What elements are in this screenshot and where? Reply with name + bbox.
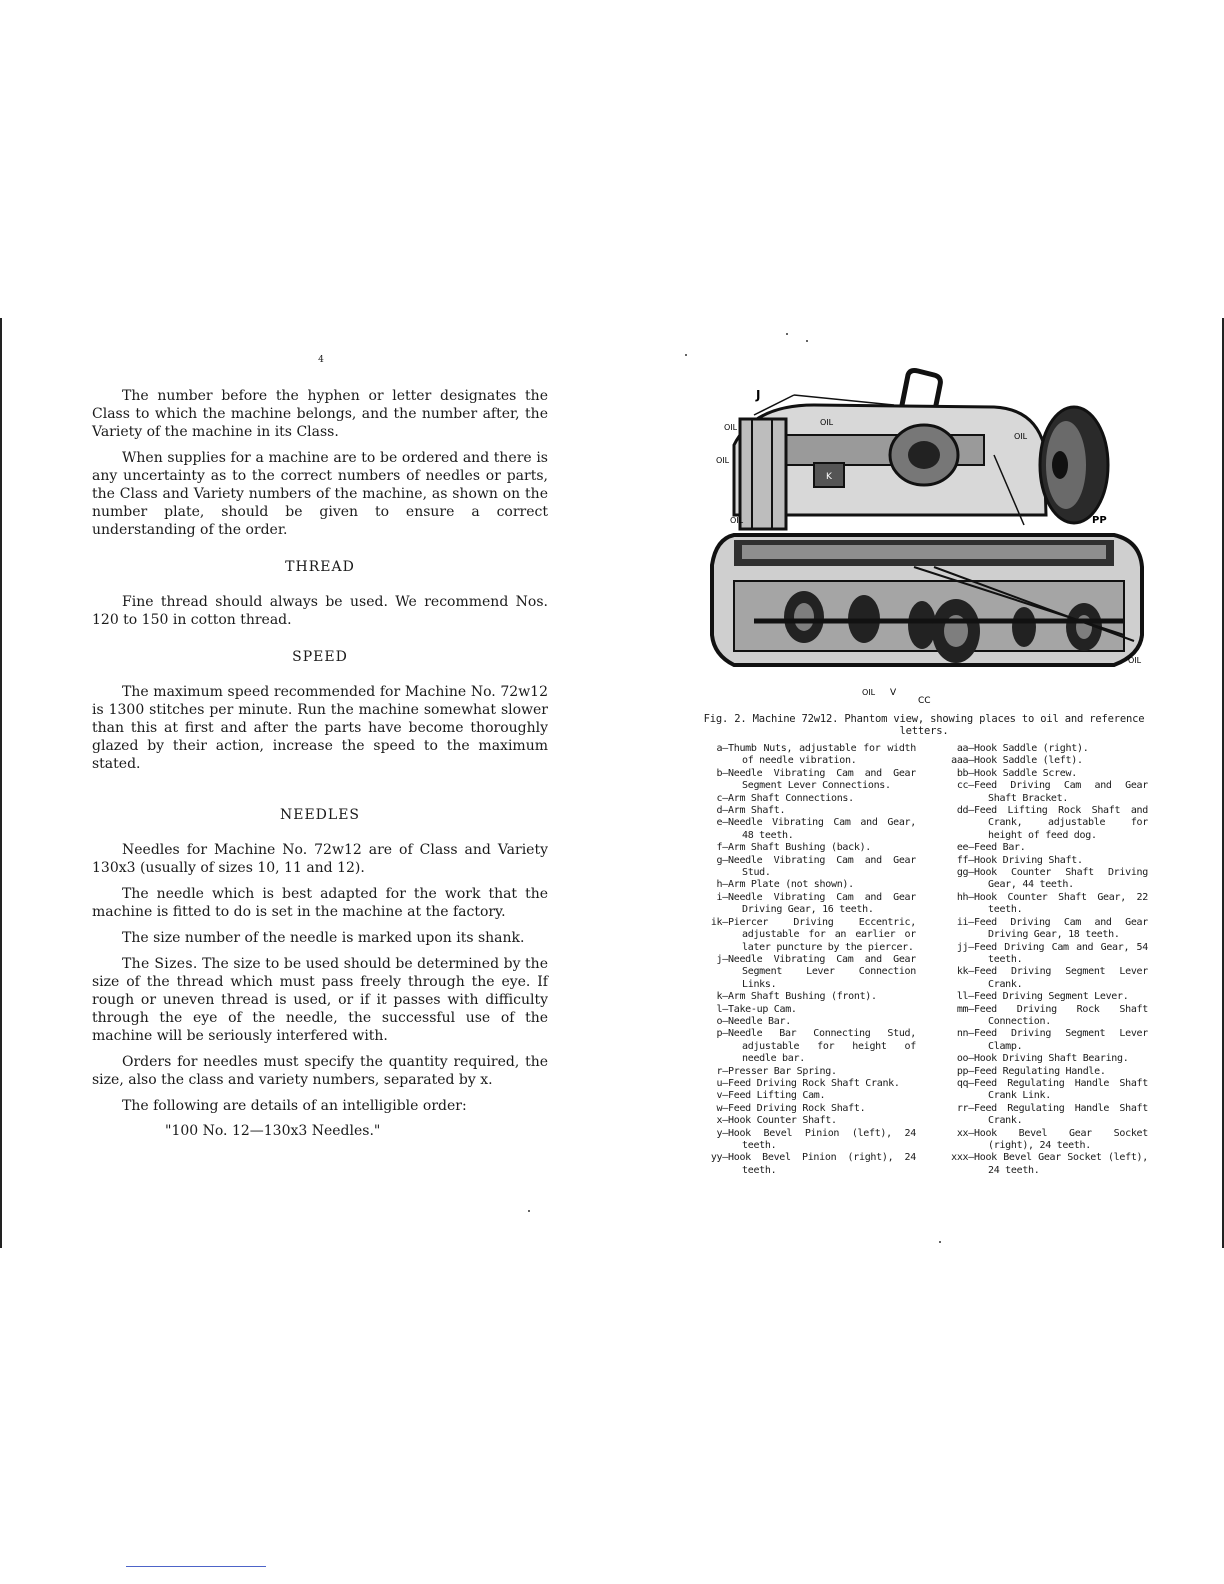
legend-code: i—: [716, 891, 728, 903]
fig-label-j: J: [756, 388, 761, 402]
legend-description: Feed Driving Segment Lever Crank.: [974, 966, 1148, 990]
fig-label-oil-7: OIL: [862, 688, 876, 697]
legend-entry: [694, 743, 916, 768]
legend-code: j—: [716, 953, 728, 965]
legend-description: Feed Driving Rock Shaft Connection.: [974, 1003, 1148, 1027]
legend-code: d—: [716, 805, 728, 817]
speed-paragraph: The maximum speed recommended for Machine No. 72w12 is 1300 stitches per minute. Run the machine somewhat slower than this at first and after the parts have become thoroughly glazed by their action, increase the speed to the maximum stated.: [92, 684, 548, 772]
legend-entry: [694, 805, 916, 817]
legend-description: Hook Bevel Gear Socket (left), 24 teeth.: [974, 1152, 1148, 1176]
legend-description: Feed Regulating Handle.: [974, 1065, 1106, 1077]
machine-illustration: [694, 335, 1150, 705]
fig-label-v: V: [890, 688, 897, 698]
legend-description: Hook Counter Shaft.: [728, 1115, 837, 1127]
thread-paragraph: Fine thread should always be used. We recommend Nos. 120 to 150 in cotton thread.: [92, 594, 548, 628]
legend-description: Feed Driving Cam and Gear Driving Gear, 18 teeth.: [974, 916, 1148, 941]
legend-code: u—: [716, 1077, 728, 1089]
legend-entry: [926, 1152, 1148, 1177]
legend-entry: [926, 1053, 1148, 1065]
legend-code: xxx—: [951, 1152, 974, 1164]
legend-entry: [694, 1152, 916, 1177]
legend-code: qq—: [956, 1077, 974, 1089]
legend-description: Needle Bar.: [728, 1015, 791, 1027]
legend-description: Hook Driving Shaft Bearing.: [974, 1053, 1129, 1065]
legend-code: cc—: [956, 780, 974, 792]
legend-column-right: [926, 743, 1148, 1177]
sizes-lead: The Sizes.: [122, 956, 198, 972]
legend-code: p—: [716, 1028, 728, 1040]
legend-entry: [694, 892, 916, 917]
legend-code: yy—: [710, 1152, 728, 1164]
fig-label-oil-4: OIL: [820, 418, 834, 427]
legend-entry: [694, 879, 916, 891]
legend-description: Arm Shaft Bushing (back).: [728, 842, 872, 854]
legend-column-left: [694, 743, 916, 1177]
fig-label-oil-2: OIL: [716, 456, 730, 465]
legend-code: aa—: [956, 743, 974, 754]
legend-description: Hook Saddle Screw.: [974, 767, 1077, 779]
legend-description: Hook Counter Shaft Driving Gear, 44 teeth.: [974, 867, 1148, 891]
legend-code: mm—: [956, 1003, 974, 1015]
legend-entry: [694, 842, 916, 854]
legend-description: Needle Vibrating Cam and Gear Segment Lever Connection Links.: [728, 953, 916, 990]
legend-entry: [926, 1078, 1148, 1103]
legend-description: Feed Regulating Handle Shaft Crank Link.: [974, 1077, 1148, 1102]
legend-description: Needle Vibrating Cam and Gear, 48 teeth.: [728, 817, 916, 841]
legend-code: hh—: [956, 891, 974, 903]
legend-entry: [694, 917, 916, 954]
legend-description: Take-up Cam.: [728, 1003, 797, 1015]
legend-code: pp—: [956, 1065, 974, 1077]
legend-entry: [694, 855, 916, 880]
legend-entry: [926, 780, 1148, 805]
needles-heading: NEEDLES: [279, 807, 361, 823]
legend-code: xx—: [956, 1127, 974, 1139]
legend-description: Thumb Nuts, adjustable for width of needle vibration.: [728, 743, 916, 767]
intro-paragraph-2: When supplies for a machine are to be ordered and there is any uncertainty as to the correct numbers of needles or parts, the Class and Variety numbers of the machine, as shown on the number plate, should be given to ensure a correct understanding of the order.: [92, 450, 548, 538]
scan-speck: [685, 354, 687, 356]
fig-label-oil-6: OIL: [1128, 656, 1142, 665]
legend-description: Hook Counter Shaft Gear, 22 teeth.: [974, 891, 1148, 916]
fig-label-oil-3: OIL: [730, 516, 744, 525]
legend-code: bb—: [956, 767, 974, 779]
legend-entry: [926, 855, 1148, 867]
legend-entry: [694, 793, 916, 805]
legend-code: r—: [716, 1065, 728, 1077]
fig-label-k: K: [826, 472, 832, 482]
legend-description: Feed Lifting Rock Shaft and Crank, adjustable for height of feed dog.: [974, 805, 1148, 841]
legend-entry: [694, 1078, 916, 1090]
legend-code: ee—: [956, 842, 974, 854]
needles-paragraph-3: The size number of the needle is marked upon its shank.: [122, 930, 525, 946]
legend-entry: [694, 1016, 916, 1028]
legend-entry: [926, 743, 1148, 755]
needles-paragraph-6: The following are details of an intelligible order:: [122, 1098, 467, 1114]
legend-entry: [926, 805, 1148, 842]
legend-description: Feed Driving Segment Lever.: [974, 991, 1129, 1003]
fig-label-oil-1: OIL: [724, 423, 738, 432]
legend-code: ll—: [956, 991, 974, 1003]
legend-entry: [694, 1004, 916, 1016]
legend-description: Needle Vibrating Cam and Gear Driving Gear, 16 teeth.: [728, 891, 916, 916]
legend-description: Feed Bar.: [974, 842, 1026, 854]
legend-entry: [694, 1103, 916, 1115]
legend-code: b—: [716, 767, 728, 779]
legend-code: rr—: [956, 1102, 974, 1114]
fig-label-cc: CC: [918, 696, 931, 705]
legend-code: h—: [716, 879, 728, 891]
page-number: 4: [318, 355, 324, 365]
reference-legend: [694, 743, 1154, 1177]
legend-entry: [926, 892, 1148, 917]
intro-paragraph-1: The number before the hyphen or letter designates the Class to which the machine belongs, and the number after, the Variety of the machine in its Class.: [92, 388, 548, 440]
legend-description: Feed Lifting Cam.: [728, 1090, 826, 1102]
legend-code: x—: [716, 1115, 728, 1127]
legend-code: jj—: [956, 941, 974, 953]
legend-entry: [694, 1028, 916, 1065]
legend-code: g—: [716, 854, 728, 866]
legend-code: k—: [716, 991, 728, 1003]
legend-code: l—: [716, 1003, 728, 1015]
figure-caption: Fig. 2. Machine 72w12. Phantom view, showing places to oil and reference letters.: [703, 713, 1145, 737]
speed-heading: SPEED: [292, 649, 348, 665]
right-page: [694, 335, 1154, 1177]
legend-description: Arm Plate (not shown).: [728, 879, 854, 891]
legend-description: Hook Bevel Pinion (right), 24 teeth.: [728, 1152, 916, 1176]
legend-entry: [694, 817, 916, 842]
scan-speck: [806, 340, 808, 342]
scan-speck: [939, 1241, 941, 1243]
legend-description: Hook Driving Shaft.: [974, 854, 1083, 866]
legend-code: a—: [716, 743, 728, 754]
legend-code: o—: [716, 1015, 728, 1027]
legend-code: nn—: [956, 1028, 974, 1040]
needles-paragraph-5: Orders for needles must specify the quantity required, the size, also the class and variety numbers, separated by x.: [92, 1054, 548, 1088]
legend-description: Needle Vibrating Cam and Gear Stud.: [728, 854, 916, 879]
legend-code: ii—: [956, 916, 974, 928]
thread-heading: THREAD: [285, 559, 355, 575]
legend-description: Needle Vibrating Cam and Gear Segment Lever Connections.: [728, 767, 916, 792]
legend-description: Needle Bar Connecting Stud, adjustable for height of needle bar.: [728, 1028, 916, 1065]
legend-entry: [694, 954, 916, 991]
legend-entry: [694, 1066, 916, 1078]
footer-link-underline: [126, 1566, 266, 1567]
legend-code: oo—: [956, 1053, 974, 1065]
legend-description: Feed Driving Cam and Gear, 54 teeth.: [974, 941, 1148, 965]
legend-description: Presser Bar Spring.: [728, 1065, 837, 1077]
legend-description: Feed Driving Cam and Gear Shaft Bracket.: [974, 780, 1148, 804]
legend-entry: [926, 966, 1148, 991]
legend-entry: [926, 867, 1148, 892]
left-page: [92, 355, 548, 1139]
legend-description: Arm Shaft Bushing (front).: [728, 991, 877, 1003]
order-example: "100 No. 12—130x3 Needles.": [165, 1123, 381, 1139]
legend-entry: [926, 1103, 1148, 1128]
legend-code: ff—: [956, 854, 974, 866]
legend-description: Feed Driving Segment Lever Clamp.: [974, 1028, 1148, 1052]
legend-description: Hook Bevel Gear Socket (right), 24 teeth.: [974, 1127, 1148, 1151]
legend-entry: [694, 1115, 916, 1127]
legend-entry: [926, 917, 1148, 942]
legend-entry: [694, 768, 916, 793]
legend-description: Hook Saddle (left).: [974, 755, 1083, 767]
legend-description: Feed Regulating Handle Shaft Crank.: [974, 1102, 1148, 1127]
needles-paragraph-1: Needles for Machine No. 72w12 are of Class and Variety 130x3 (usually of sizes 10, 11 and 12).: [92, 842, 548, 876]
legend-code: gg—: [956, 867, 974, 879]
legend-entry: [926, 1066, 1148, 1078]
needles-paragraph-2: The needle which is best adapted for the work that the machine is fitted to do is set in the machine at the factory.: [92, 886, 548, 920]
legend-description: Hook Bevel Pinion (left), 24 teeth.: [728, 1127, 916, 1151]
legend-description: Piercer Driving Eccentric, adjustable for an earlier or later puncture by the piercer.: [728, 916, 916, 953]
legend-entry: [926, 991, 1148, 1003]
legend-entry: [926, 1128, 1148, 1153]
legend-code: v—: [716, 1090, 728, 1102]
left-page-edge: [0, 318, 2, 1248]
legend-entry: [926, 1028, 1148, 1053]
needles-paragraph-4: [92, 955, 548, 1045]
legend-entry: [926, 768, 1148, 780]
fig-label-pp: PP: [1092, 515, 1107, 526]
legend-entry: [694, 1090, 916, 1102]
legend-description: Arm Shaft.: [728, 805, 786, 817]
scan-speck: [528, 1210, 530, 1212]
legend-code: f—: [716, 842, 728, 854]
legend-code: ik—: [710, 916, 728, 928]
fig-label-oil-5: OIL: [1014, 432, 1028, 441]
legend-description: Hook Saddle (right).: [974, 743, 1089, 754]
legend-entry: [926, 1004, 1148, 1029]
sizes-text: The size to be used should be determined by the size of the thread which must pass freely through the eye. If rough or uneven thread is used, or if it passes with difficulty through the eye of the needle, the successful use of the machine will be seriously interfered with.: [92, 956, 548, 1044]
legend-code: y—: [716, 1127, 728, 1139]
legend-code: w—: [716, 1102, 728, 1114]
legend-entry: [926, 842, 1148, 854]
legend-code: c—: [716, 792, 728, 804]
legend-code: e—: [716, 817, 728, 829]
legend-code: kk—: [956, 966, 974, 978]
legend-code: dd—: [956, 805, 974, 817]
legend-entry: [694, 991, 916, 1003]
legend-entry: [694, 1128, 916, 1153]
legend-entry: [926, 755, 1148, 767]
legend-description: Feed Driving Rock Shaft.: [728, 1102, 866, 1114]
legend-entry: [926, 942, 1148, 967]
scan-speck: [786, 333, 788, 335]
legend-description: Feed Driving Rock Shaft Crank.: [728, 1077, 900, 1089]
legend-description: Arm Shaft Connections.: [728, 792, 854, 804]
legend-code: aaa—: [951, 755, 974, 767]
machine-figure: [694, 335, 1150, 705]
